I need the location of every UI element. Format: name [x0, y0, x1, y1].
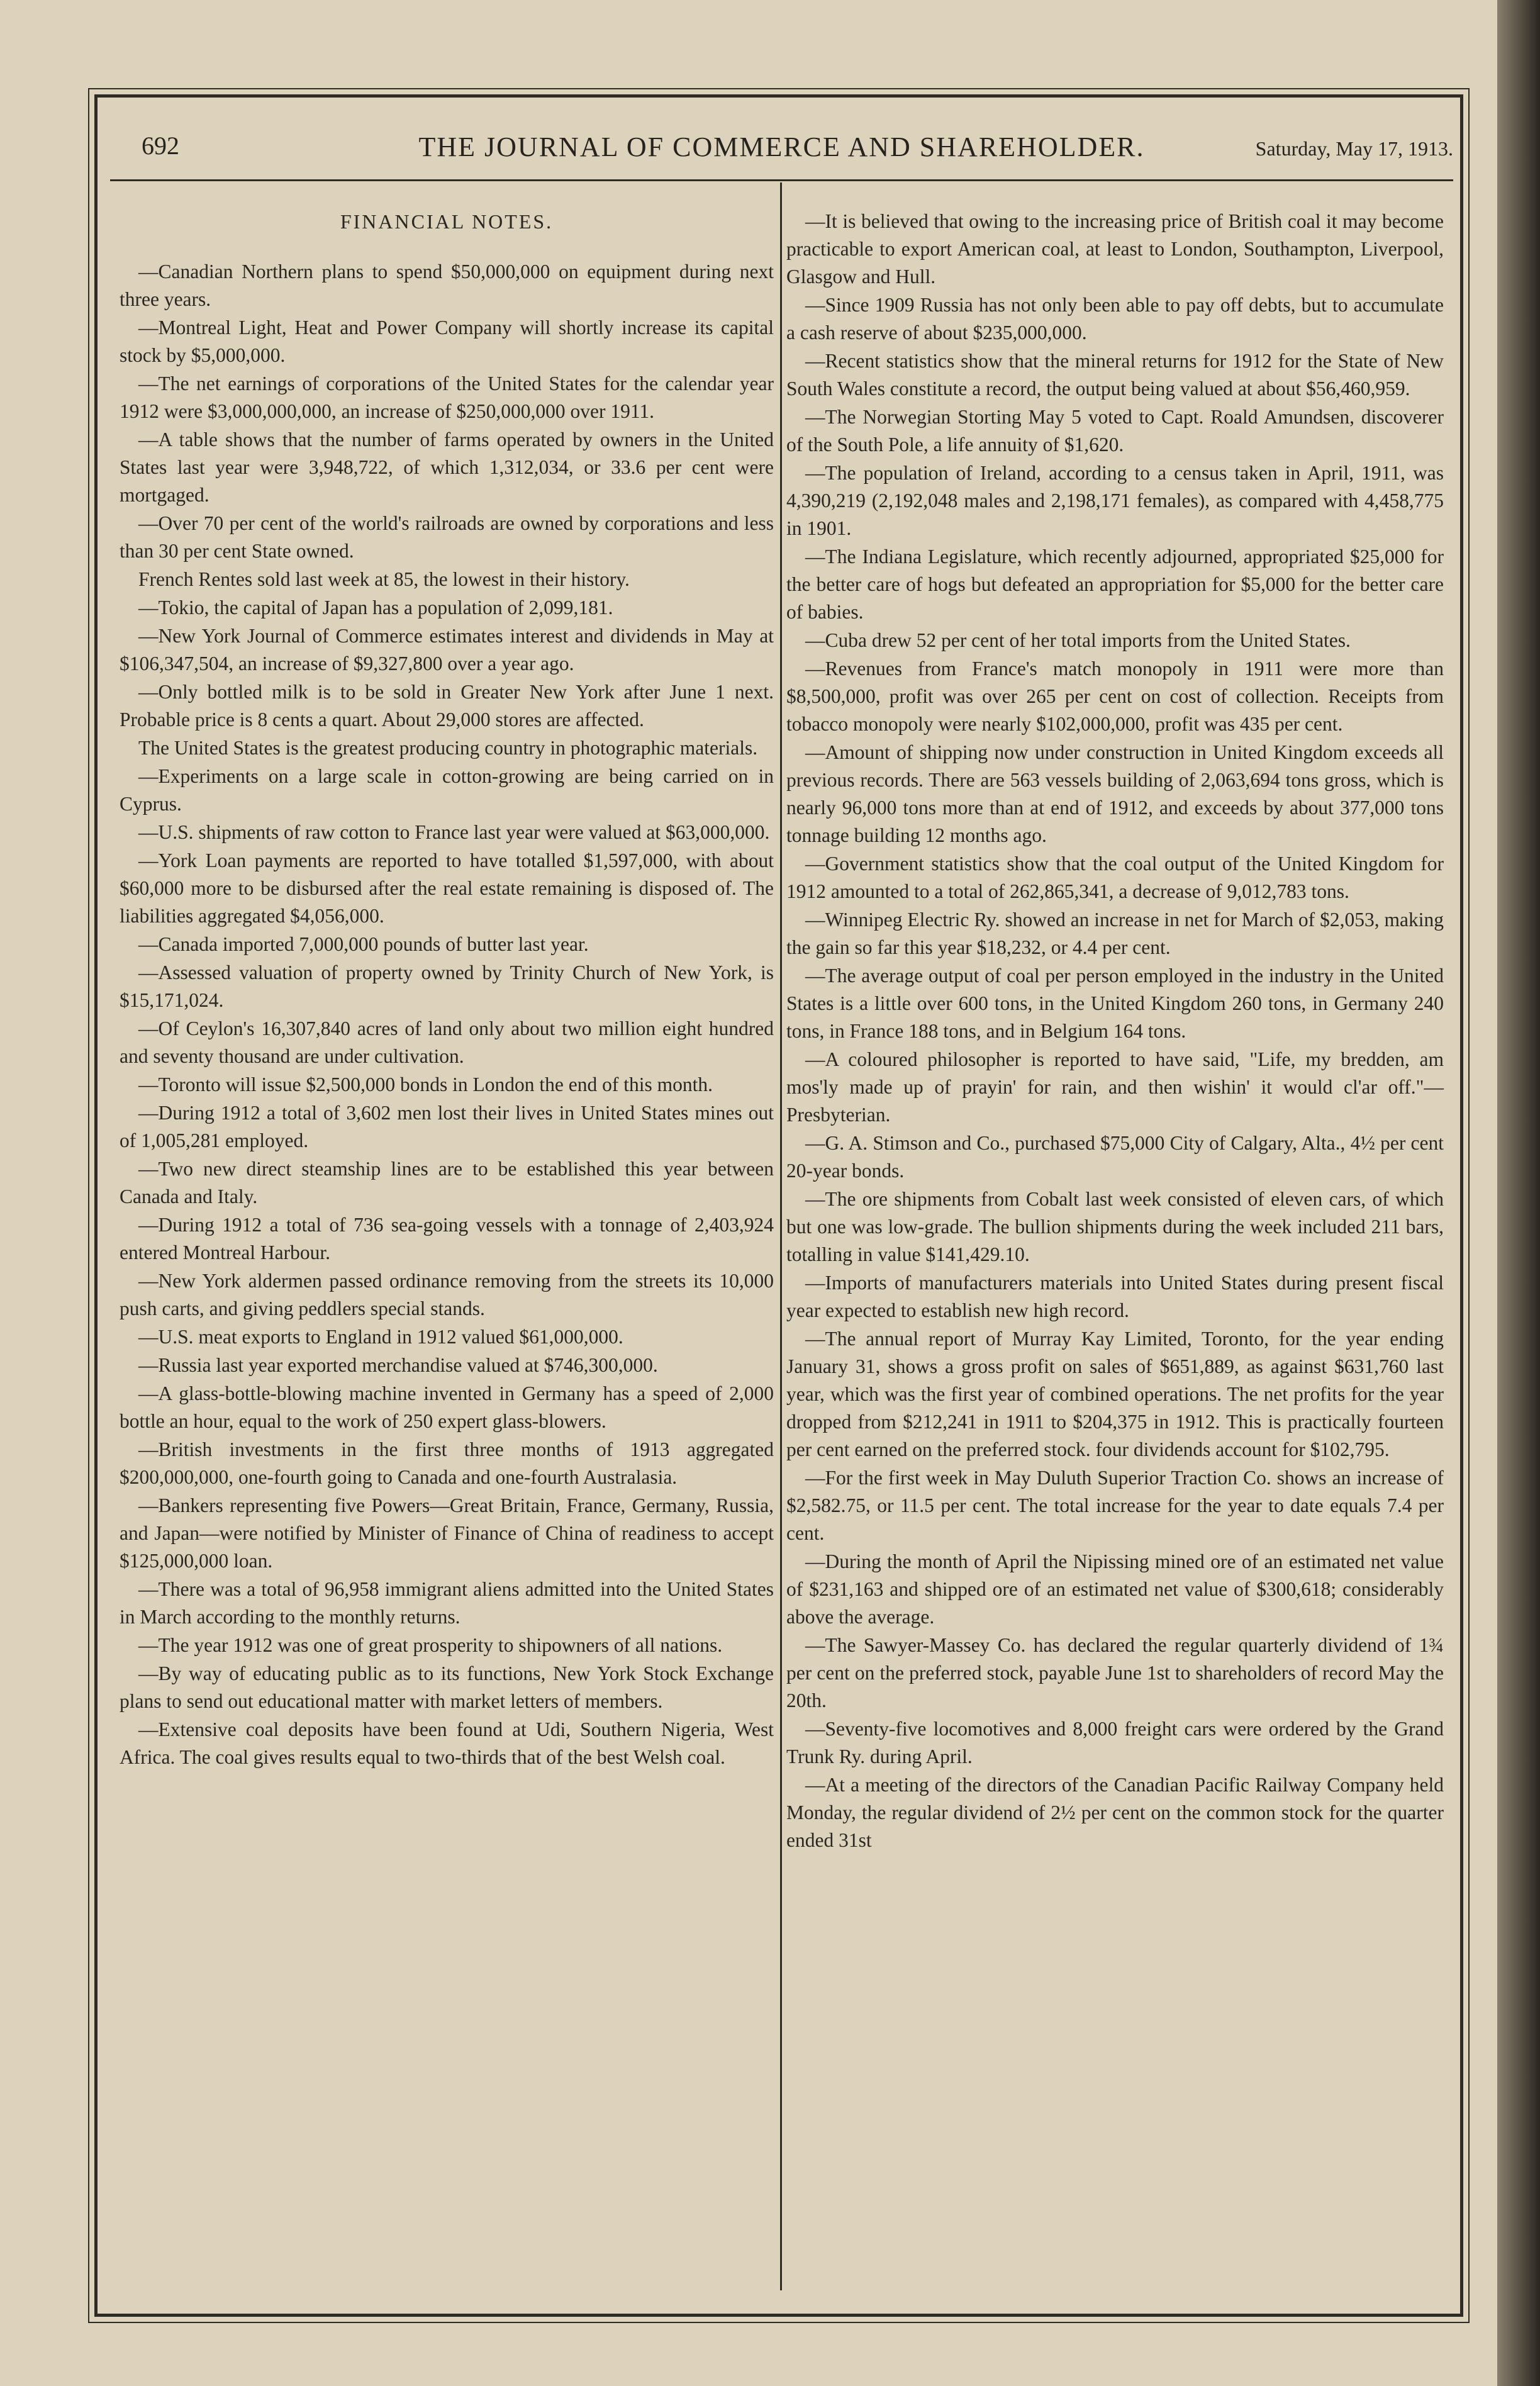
news-note: —Revenues from France's match monopoly in 1911 were more than $8,500,000, profit was over 265 per cent on cost of collection. Receipts from tobacco monopoly were nearly $102,000,000, profit was 435 per cent. — [786, 658, 1444, 735]
news-note: —During 1912 a total of 736 sea-going vessels with a tonnage of 2,403,924 entered Montreal Harbour. — [120, 1214, 774, 1263]
news-note: —A glass-bottle-blowing machine invented in Germany has a speed of 2,000 bottle an hour, equal to the work of 250 expert glass-blowers. — [120, 1382, 774, 1432]
news-note: —Government statistics show that the coal output of the United Kingdom for 1912 amounted to a total of 262,865,341, a decrease of 9,012,783 tons. — [786, 853, 1444, 902]
news-note: —It is believed that owing to the increasing price of British coal it may become practicable to export American coal, at least to London, Southampton, Liverpool, Glasgow and Hull. — [786, 210, 1444, 288]
news-note: —The year 1912 was one of great prosperity to shipowners of all nations. — [138, 1634, 723, 1656]
right-column — [786, 208, 1444, 1855]
news-note: —Experiments on a large scale in cotton-growing are being carried on in Cyprus. — [120, 765, 774, 815]
news-note: The United States is the greatest producing country in photographic materials. — [138, 737, 758, 759]
page-header — [110, 126, 1453, 176]
news-note: —Amount of shipping now under construction in United Kingdom exceeds all previous records. There are 563 vessels building of 2,063,694 tons gross, which is nearly 96,000 tons more than at end of 1912, and exceeds by about 377,000 tons tonnage building 12 months ago. — [786, 741, 1444, 846]
journal-title: THE JOURNAL OF COMMERCE AND SHAREHOLDER. — [418, 132, 1145, 162]
news-note: —York Loan payments are reported to have totalled $1,597,000, with about $60,000 more to be disbursed after the real estate remaining is disposed of. The liabilities aggregated $4,056,000. — [120, 849, 774, 927]
right-notes-list — [786, 208, 1444, 1854]
news-note: —New York Journal of Commerce estimates interest and dividends in May at $106,347,504, an increase of $9,327,800 over a year ago. — [120, 625, 774, 675]
news-note: —British investments in the first three months of 1913 aggregated $200,000,000, one-fourth going to Canada and one-fourth Australasia. — [120, 1438, 774, 1488]
news-note: —By way of educating public as to its functions, New York Stock Exchange plans to send out educational matter with market letters of members. — [120, 1662, 774, 1712]
news-note: —G. A. Stimson and Co., purchased $75,000 City of Calgary, Alta., 4½ per cent 20-year bonds. — [786, 1132, 1444, 1182]
news-note: —The Norwegian Storting May 5 voted to Capt. Roald Amundsen, discoverer of the South Pole, a life annuity of $1,620. — [786, 406, 1444, 456]
book-spine — [1497, 0, 1540, 2386]
news-note: —U.S. meat exports to England in 1912 valued $61,000,000. — [138, 1326, 623, 1348]
news-note: —Tokio, the capital of Japan has a population of 2,099,181. — [138, 596, 613, 619]
news-note: —Toronto will issue $2,500,000 bonds in London the end of this month. — [138, 1073, 713, 1095]
news-note: —Of Ceylon's 16,307,840 acres of land only about two million eight hundred and seventy thousand are under cultivation. — [120, 1017, 774, 1067]
left-column — [120, 208, 774, 1772]
news-note: —Cuba drew 52 per cent of her total imports from the United States. — [805, 629, 1351, 651]
news-note: —Only bottled milk is to be sold in Greater New York after June 1 next. Probable price is 8 cents a quart. About 29,000 stores are affected. — [120, 681, 774, 731]
news-note: —The ore shipments from Cobalt last week consisted of eleven cars, of which but one was low-grade. The bullion shipments during the week included 211 bars, totalling in value $141,429.10. — [786, 1188, 1444, 1265]
left-notes-list — [120, 258, 774, 1771]
news-note: —The Indiana Legislature, which recently adjourned, appropriated $25,000 for the better care of hogs but defeated an appropriation for $5,000 for the better care of babies. — [786, 546, 1444, 623]
news-note: —The annual report of Murray Kay Limited, Toronto, for the year ending January 31, shows a gross profit on sales of $651,889, as against $631,760 last year, which was the first year of combined operations. The net profits for the year dropped from $212,241 in 1911 to $204,375 in 1912. This is practically fourteen per cent earned on the preferred stock. four dividends account for $102,795. — [786, 1328, 1444, 1460]
header-rule — [110, 179, 1453, 181]
news-note: —New York aldermen passed ordinance removing from the streets its 10,000 push carts, and giving peddlers special stands. — [120, 1270, 774, 1319]
news-note: —Over 70 per cent of the world's railroads are owned by corporations and less than 30 per cent State owned. — [120, 512, 774, 562]
news-note: —Since 1909 Russia has not only been able to pay off debts, but to accumulate a cash reserve of about $235,000,000. — [786, 294, 1444, 344]
news-note: —Winnipeg Electric Ry. showed an increase in net for March of $2,053, making the gain so far this year $18,232, or 4.4 per cent. — [786, 909, 1444, 958]
news-note: —Montreal Light, Heat and Power Company will shortly increase its capital stock by $5,000,000. — [120, 316, 774, 366]
news-note: —For the first week in May Duluth Superior Traction Co. shows an increase of $2,582.75, or 11.5 per cent. The total increase for the year to date equals 7.4 per cent. — [786, 1467, 1444, 1544]
page-number: 692 — [142, 132, 179, 160]
news-note: —Recent statistics show that the mineral returns for 1912 for the State of New South Wales constitute a record, the output being valued at about $56,460,959. — [786, 350, 1444, 400]
news-note: —Seventy-five locomotives and 8,000 freight cars were ordered by the Grand Trunk Ry. during April. — [786, 1718, 1444, 1767]
news-note: —A table shows that the number of farms operated by owners in the United States last year were 3,948,722, of which 1,312,034, or 33.6 per cent were mortgaged. — [120, 428, 774, 506]
news-note: —At a meeting of the directors of the Canadian Pacific Railway Company held Monday, the regular dividend of 2½ per cent on the common stock for the quarter ended 31st — [786, 1774, 1444, 1851]
news-note: —Two new direct steamship lines are to be established this year between Canada and Italy. — [120, 1158, 774, 1207]
news-note: —The average output of coal per person employed in the industry in the United States is a little over 600 tons, in the United Kingdom 260 tons, in Germany 240 tons, in France 188 tons, and in Belgium 164 tons. — [786, 965, 1444, 1042]
news-note: —Bankers representing five Powers—Great Britain, France, Germany, Russia, and Japan—were notified by Minister of Finance of China of readiness to accept $125,000,000 loan. — [120, 1494, 774, 1572]
news-note: —The population of Ireland, according to a census taken in April, 1911, was 4,390,219 (2,192,048 males and 2,198,171 females), as compared with 4,458,775 in 1901. — [786, 462, 1444, 539]
news-note: —During 1912 a total of 3,602 men lost their lives in United States mines out of 1,005,281 employed. — [120, 1102, 774, 1151]
news-note: —A coloured philosopher is reported to have said, "Life, my bredden, am mos'ly made up of prayin' for rain, and then wishin' it would cl'ar off."—Presbyterian. — [786, 1048, 1444, 1126]
news-note: —Canada imported 7,000,000 pounds of butter last year. — [138, 933, 589, 955]
news-note: —Extensive coal deposits have been found at Udi, Southern Nigeria, West Africa. The coal gives results equal to two-thirds that of the best Welsh coal. — [120, 1718, 774, 1768]
news-note: —Imports of manufacturers materials into United States during present fiscal year expected to establish new high record. — [786, 1272, 1444, 1321]
issue-date: Saturday, May 17, 1913. — [1255, 137, 1453, 160]
news-note: —The Sawyer-Massey Co. has declared the regular quarterly dividend of 1¾ per cent on the preferred stock, payable June 1st to shareholders of record May the 20th. — [786, 1634, 1444, 1711]
news-note: —There was a total of 96,958 immigrant aliens admitted into the United States in March according to the monthly returns. — [120, 1578, 774, 1628]
news-note: —The net earnings of corporations of the United States for the calendar year 1912 were $3,000,000,000, an increase of $250,000,000 over 1911. — [120, 372, 774, 422]
news-note: French Rentes sold last week at 85, the lowest in their history. — [138, 568, 630, 590]
news-note: —Russia last year exported merchandise valued at $746,300,000. — [138, 1354, 658, 1376]
section-title: FINANCIAL NOTES. — [340, 210, 554, 233]
news-note: —Assessed valuation of property owned by Trinity Church of New York, is $15,171,024. — [120, 961, 774, 1011]
news-note: —Canadian Northern plans to spend $50,000,000 on equipment during next three years. — [120, 260, 774, 310]
news-note: —During the month of April the Nipissing mined ore of an estimated net value of $231,163 and shipped ore of an estimated net value of $300,618; considerably above the average. — [786, 1550, 1444, 1628]
column-divider — [780, 182, 782, 2290]
news-note: —U.S. shipments of raw cotton to France last year were valued at $63,000,000. — [138, 821, 770, 843]
